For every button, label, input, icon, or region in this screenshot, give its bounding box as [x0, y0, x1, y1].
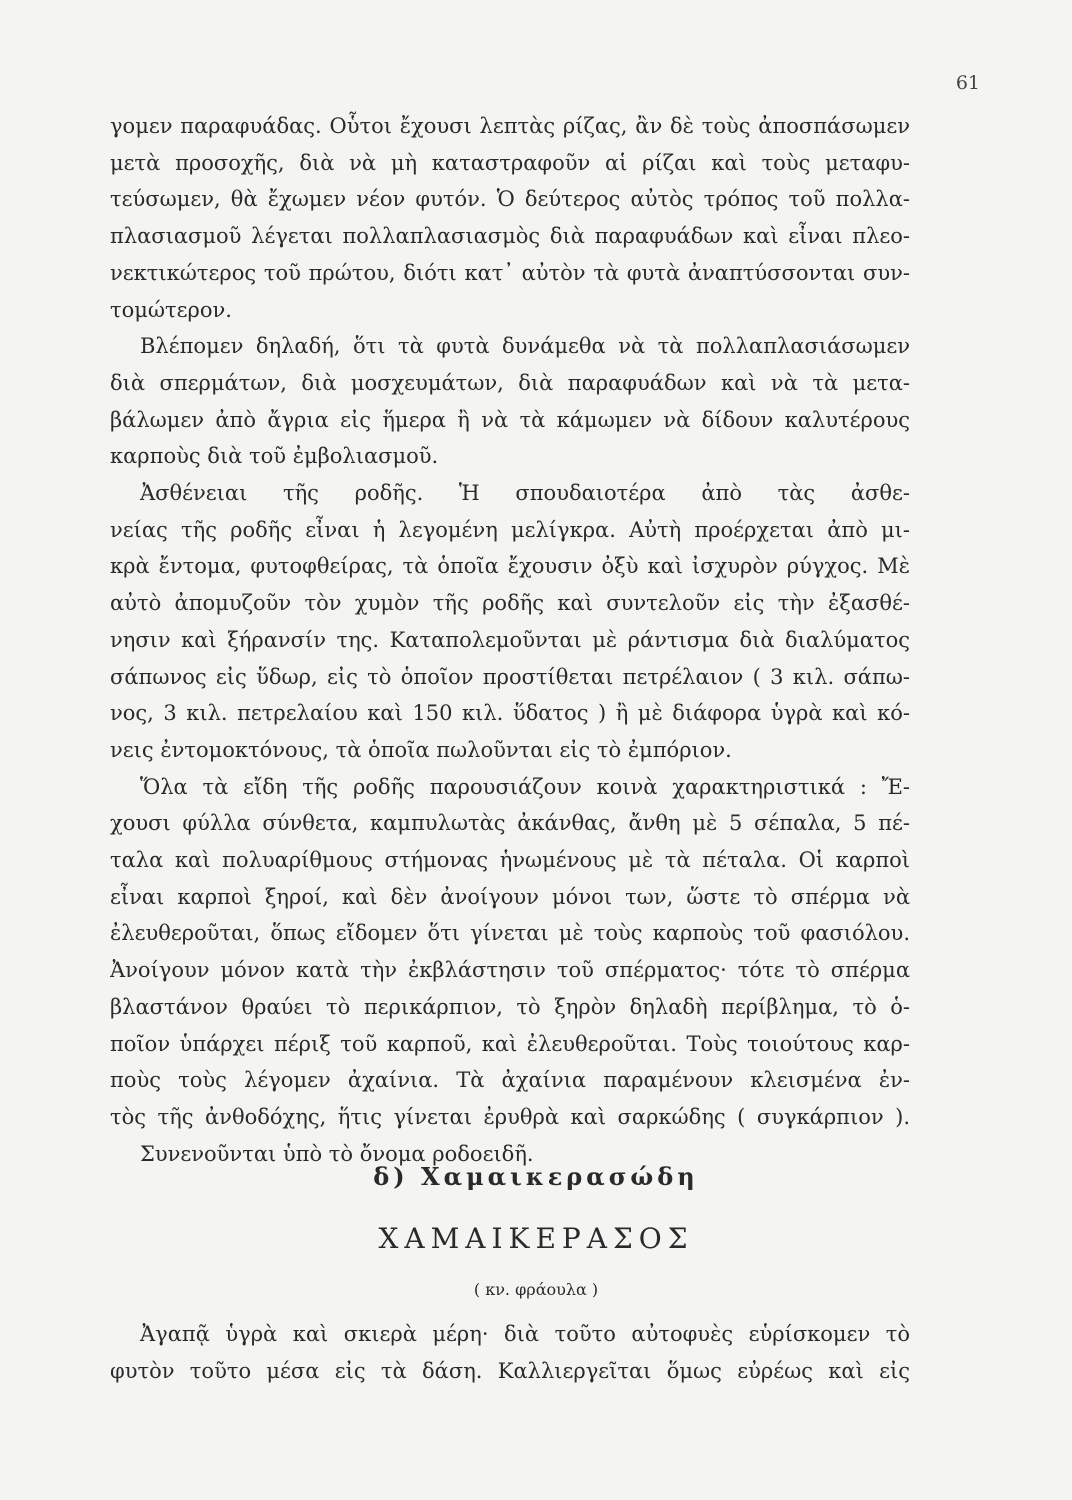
text-line: Ἀγαπᾷ ὑγρὰ καὶ σκιερὰ μέρη· διὰ τοῦτο αὐτοφυὲς εὑρίσκομεν τὸ	[140, 1322, 910, 1346]
text-line: Ὅλα τὰ εἴδη τῆς ροδῆς παρουσιάζουν κοινὰ χαρακτηριστικά : Ἔ-	[140, 774, 910, 799]
text-line: νείας τῆς ροδῆς εἶναι ἡ λεγομένη μελίγκρα. Αὐτὴ προέρχεται ἀπὸ μι-	[110, 517, 910, 542]
text-line: εἶναι καρποὶ ξηροί, καὶ δὲν ἀνοίγουν μόνοι των, ὥστε τὸ σπέρμα νὰ	[110, 884, 910, 909]
text-line: τεύσωμεν, θὰ ἔχωμεν νέον φυτόν. Ὁ δεύτερος αὐτὸς τρόπος τοῦ πολλα-	[110, 187, 910, 212]
text-line: φυτὸν τοῦτο μέσα εἰς τὰ δάση. Καλλιεργεῖται ὅμως εὐρέως καὶ εἰς	[110, 1358, 910, 1383]
text-line: Ἀσθένειαι τῆς ροδῆς. Ἡ σπουδαιοτέρα ἀπὸ τὰς ἀσθε-	[140, 481, 910, 506]
text-line: τὸς τῆς ἀνθοδόχης, ἥτις γίνεται ἐρυθρὰ καὶ σαρκώδης ( συγκάρπιον ).	[110, 1104, 910, 1129]
page-number: 61	[955, 72, 980, 94]
text-line: Βλέπομεν δηλαδή, ὅτι τὰ φυτὰ δυνάμεθα νὰ τὰ πολλαπλασιάσωμεν	[140, 334, 910, 359]
text-line: σάπωνος εἰς ὕδωρ, εἰς τὸ ὁποῖον προστίθεται πετρέλαιον ( 3 κιλ. σάπω-	[110, 664, 910, 689]
text-line: νεκτικώτερος τοῦ πρώτου, διότι κατ᾽ αὐτὸν τὰ φυτὰ ἀναπτύσσονται συν-	[110, 260, 910, 285]
main-heading: ΧΑΜΑΙΚΕΡΑΣΟΣ	[378, 1222, 694, 1255]
body-text	[110, 108, 910, 1172]
text-line: τομώτερον.	[110, 297, 232, 322]
text-line: καρποὺς διὰ τοῦ ἐμβολιασμοῦ.	[110, 444, 439, 469]
text-line: νεις ἐντομοκτόνους, τὰ ὁποῖα πωλοῦνται εἰς τὸ ἐμπόριον.	[110, 737, 732, 762]
text-line: διὰ σπερμάτων, διὰ μοσχευμάτων, διὰ παραφυάδων καὶ νὰ τὰ μετα-	[110, 370, 910, 395]
text-line: χουσι φύλλα σύνθετα, καμπυλωτὰς ἀκάνθας, ἄνθη μὲ 5 σέπαλα, 5 πέ-	[110, 811, 910, 836]
text-line: αὐτὸ ἀπομυζοῦν τὸν χυμὸν τῆς ροδῆς καὶ συντελοῦν εἰς τὴν ἐξασθέ-	[110, 591, 910, 616]
text-line: βάλωμεν ἀπὸ ἄγρια εἰς ἥμερα ἢ νὰ τὰ κάμωμεν νὰ δίδουν καλυτέρους	[110, 407, 910, 432]
text-line: Συνενοῦνται ὑπὸ τὸ ὄνομα ροδοειδῆ.	[140, 1141, 534, 1166]
text-line: νησιν καὶ ξήρανσίν της. Καταπολεμοῦνται μὲ ράντισμα διὰ διαλύματος	[110, 627, 910, 652]
text-line: ἐλευθεροῦται, ὅπως εἴδομεν ὅτι γίνεται μὲ τοὺς καρποὺς τοῦ φασιόλου.	[110, 921, 910, 946]
text-line: μετὰ προσοχῆς, διὰ νὰ μὴ καταστραφοῦν αἱ ρίζαι καὶ τοὺς μεταφυ-	[110, 150, 910, 175]
text-line: γομεν παραφυάδας. Οὗτοι ἔχουσι λεπτὰς ρίζας, ἂν δὲ τοὺς ἀποσπάσωμεν	[110, 114, 910, 138]
text-line: ταλα καὶ πολυαρίθμους στήμονας ἡνωμένους μὲ τὰ πέταλα. Οἱ καρποὶ	[110, 848, 910, 873]
text-line: πλασιασμοῦ λέγεται πολλαπλασιασμὸς διὰ παραφυάδων καὶ εἶναι πλεο-	[110, 224, 910, 249]
text-line: ποῖον ὑπάρχει πέριξ τοῦ καρποῦ, καὶ ἐλευθεροῦται. Τοὺς τοιούτους καρ-	[110, 1031, 910, 1056]
text-line: ποὺς τοὺς λέγομεν ἀχαίνια. Τὰ ἀχαίνια παραμένουν κλεισμένα ἐν-	[110, 1068, 910, 1093]
text-line: νος, 3 κιλ. πετρελαίου καὶ 150 κιλ. ὕδατος ) ἢ μὲ διάφορα ὑγρὰ καὶ κό-	[110, 701, 910, 726]
text-line: κρὰ ἔντομα, φυτοφθείρας, τὰ ὁποῖα ἔχουσιν ὀξὺ καὶ ἰσχυρὸν ρύγχος. Μὲ	[110, 554, 910, 579]
subheading: ( κν. φράουλα )	[473, 1280, 599, 1299]
text-line: βλαστάνον θραύει τὸ περικάρπιον, τὸ ξηρὸν δηλαδὴ περίβλημα, τὸ ὁ-	[110, 994, 910, 1019]
text-line: Ἀνοίγουν μόνον κατὰ τὴν ἐκβλάστησιν τοῦ σπέρματος· τότε τὸ σπέρμα	[110, 958, 910, 983]
section-heading: δ) Χαμαικερασώδη	[373, 1162, 699, 1191]
body-text-continued	[110, 1316, 910, 1389]
